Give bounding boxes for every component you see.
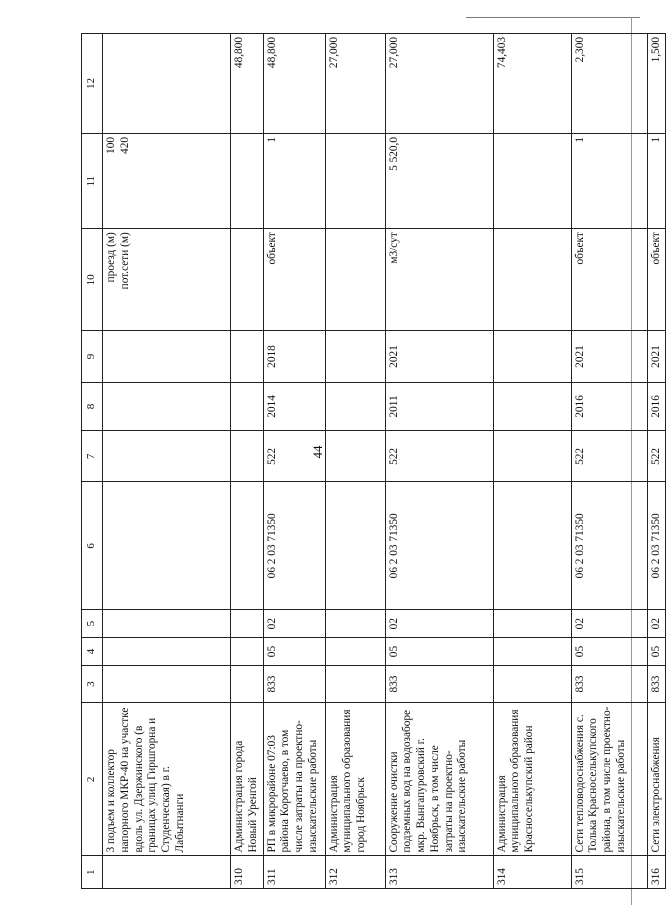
header-cell: 6	[82, 482, 103, 610]
object-name-cell: Администрация муниципального образования Красноселькупский район	[493, 703, 571, 856]
end-year-cell	[103, 331, 231, 382]
end-year-cell	[325, 331, 385, 382]
row-number-cell	[103, 856, 231, 889]
end-year-cell: 2021	[647, 331, 666, 382]
end-year-cell	[231, 331, 264, 382]
object-name-cell: Сооружение очистки подземных вод на водозаборе мкр. Вынгапуровский г. Ноябрьск, в том числе затраты на проектно-изыскательские работы	[385, 703, 493, 856]
capacity-cell	[231, 133, 264, 228]
start-year-cell	[103, 382, 231, 431]
section-cell	[231, 638, 264, 666]
expense-type-cell: 522	[571, 431, 647, 482]
unit-cell: объект	[571, 229, 647, 331]
start-year-cell	[325, 382, 385, 431]
table-row	[231, 34, 264, 889]
code-cell: 833	[571, 665, 647, 702]
expense-type-cell: 522	[263, 431, 325, 482]
target-article-cell	[103, 482, 231, 610]
end-year-cell: 2018	[263, 331, 325, 382]
code-cell	[493, 665, 571, 702]
header-cell: 8	[82, 382, 103, 431]
capacity-cell: 100 420	[103, 133, 231, 228]
target-article-cell: 06 2 03 71350	[385, 482, 493, 610]
expense-type-cell	[103, 431, 231, 482]
object-name-cell: Администрация муниципального образования город Ноябрьск	[325, 703, 385, 856]
code-cell	[103, 665, 231, 702]
amount-cell: 2,300	[571, 34, 647, 134]
amount-cell: 48,800	[263, 34, 325, 134]
end-year-cell: 2021	[571, 331, 647, 382]
object-name-cell: Сети электроснабжения	[647, 703, 666, 856]
header-cell: 1	[82, 856, 103, 889]
row-number-cell: 314	[493, 856, 571, 889]
table-row	[493, 34, 571, 889]
header-cell: 2	[82, 703, 103, 856]
expense-type-cell	[493, 431, 571, 482]
target-article-cell: 06 2 03 71350	[647, 482, 666, 610]
capacity-cell	[493, 133, 571, 228]
subsection-cell: 02	[263, 610, 325, 638]
start-year-cell: 2016	[647, 382, 666, 431]
unit-cell: проезд (м) пот.сети (м)	[103, 229, 231, 331]
header-cell: 7	[82, 431, 103, 482]
row-number-cell: 312	[325, 856, 385, 889]
subsection-cell: 02	[647, 610, 666, 638]
expense-type-cell	[231, 431, 264, 482]
page-number: 44	[310, 445, 325, 459]
start-year-cell	[231, 382, 264, 431]
unit-cell: м3/сут	[385, 229, 493, 331]
unit-cell	[325, 229, 385, 331]
row-number-cell: 313	[385, 856, 493, 889]
subsection-cell	[325, 610, 385, 638]
start-year-cell: 2011	[385, 382, 493, 431]
target-article-cell	[493, 482, 571, 610]
object-name-cell: РП в микрорайоне 07:03 района Коротчаево, в том числе затраты на проектно-изыскательские работы	[263, 703, 325, 856]
object-name-cell: Сети тепловодоснабжения с. Толька Красноселькупского района, в том числе проектно-изыскательские работы	[571, 703, 647, 856]
top-rule	[466, 17, 640, 18]
subsection-cell: 02	[385, 610, 493, 638]
amount-cell	[103, 34, 231, 134]
header-cell: 9	[82, 331, 103, 382]
table-row	[385, 34, 493, 889]
capacity-cell: 5 520,0	[385, 133, 493, 228]
amount-cell: 48,800	[231, 34, 264, 134]
section-cell: 05	[647, 638, 666, 666]
object-name-cell: 3 подъем и коллектор напорного МКР-40 на участке вдоль ул. Дзержинского (в границах улиц Гиршгорна и Студенческая) в г. Лабытнанги	[103, 703, 231, 856]
row-number-cell: 310	[231, 856, 264, 889]
section-cell	[493, 638, 571, 666]
table-row	[103, 34, 231, 889]
end-year-cell	[493, 331, 571, 382]
subsection-cell	[493, 610, 571, 638]
header-cell: 3	[82, 665, 103, 702]
section-cell: 05	[571, 638, 647, 666]
code-cell: 833	[647, 665, 666, 702]
section-cell: 05	[385, 638, 493, 666]
subsection-cell	[103, 610, 231, 638]
capacity-cell: 1	[571, 133, 647, 228]
header-cell: 10	[82, 229, 103, 331]
table-row	[571, 34, 647, 889]
header-cell: 11	[82, 133, 103, 228]
target-article-cell: 06 2 03 71350	[263, 482, 325, 610]
code-cell: 833	[385, 665, 493, 702]
column-number-row	[82, 34, 103, 889]
capacity-cell	[325, 133, 385, 228]
subsection-cell: 02	[571, 610, 647, 638]
subsection-cell	[231, 610, 264, 638]
target-article-cell	[231, 482, 264, 610]
unit-cell: объект	[647, 229, 666, 331]
row-number-cell: 315	[571, 856, 647, 889]
code-cell	[325, 665, 385, 702]
table-row	[325, 34, 385, 889]
amount-cell: 27,000	[325, 34, 385, 134]
start-year-cell: 2014	[263, 382, 325, 431]
amount-cell: 27,000	[385, 34, 493, 134]
header-cell: 5	[82, 610, 103, 638]
start-year-cell: 2016	[571, 382, 647, 431]
rotated-table-wrapper	[81, 33, 662, 889]
section-cell	[103, 638, 231, 666]
code-cell	[231, 665, 264, 702]
amount-cell: 74,403	[493, 34, 571, 134]
table-row	[647, 34, 666, 889]
row-number-cell: 311	[263, 856, 325, 889]
expense-type-cell: 522	[647, 431, 666, 482]
target-article-cell	[325, 482, 385, 610]
header-cell: 12	[82, 34, 103, 134]
capacity-cell: 1	[263, 133, 325, 228]
table-row	[263, 34, 325, 889]
row-number-cell: 316	[647, 856, 666, 889]
expense-type-cell	[325, 431, 385, 482]
end-year-cell: 2021	[385, 331, 493, 382]
unit-cell	[231, 229, 264, 331]
amount-cell: 1,500	[647, 34, 666, 134]
start-year-cell	[493, 382, 571, 431]
unit-cell: объект	[263, 229, 325, 331]
expense-type-cell: 522	[385, 431, 493, 482]
target-article-cell: 06 2 03 71350	[571, 482, 647, 610]
unit-cell	[493, 229, 571, 331]
investment-table	[81, 33, 666, 889]
section-cell: 05	[263, 638, 325, 666]
object-name-cell: Администрация города Новый Уренгой	[231, 703, 264, 856]
section-cell	[325, 638, 385, 666]
header-cell: 4	[82, 638, 103, 666]
capacity-cell: 1	[647, 133, 666, 228]
code-cell: 833	[263, 665, 325, 702]
